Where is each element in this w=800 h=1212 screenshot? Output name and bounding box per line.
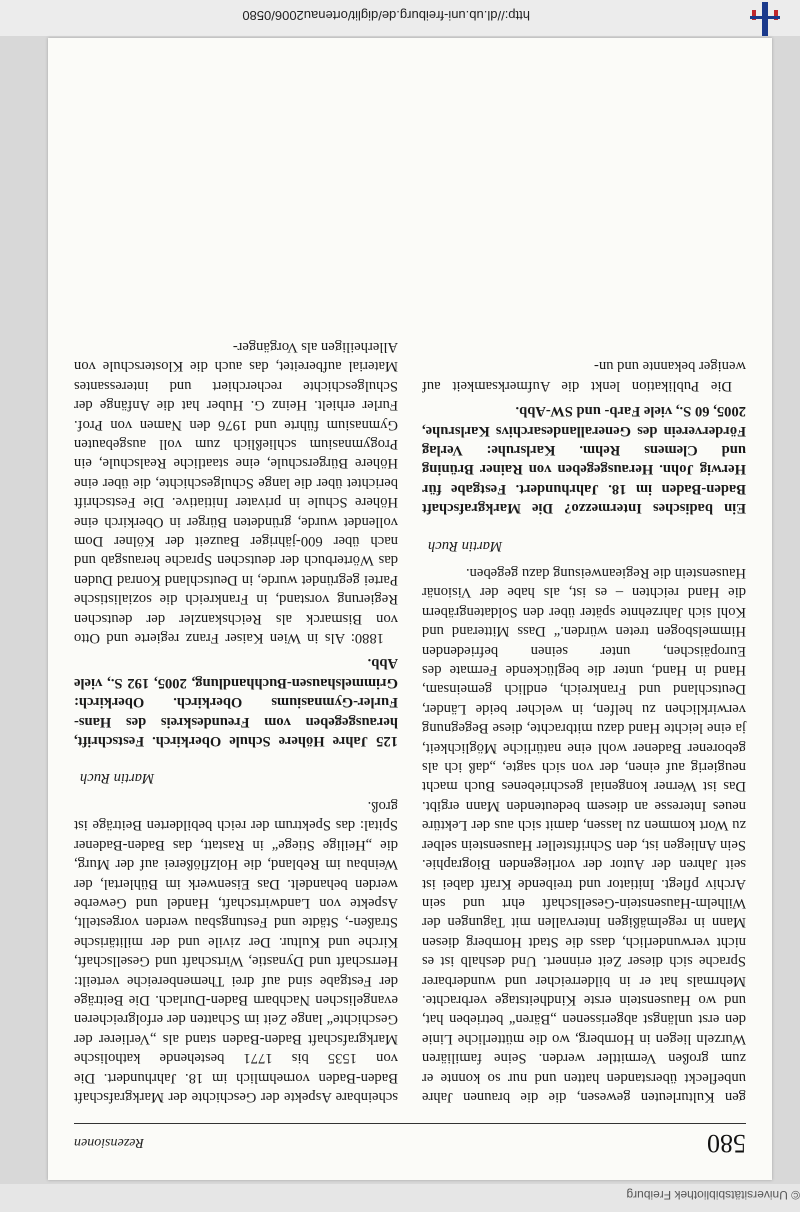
- review-title: Ein badisches Intermezzo? Die Markgrafschaft Baden-Baden im 18. Jahrhundert. Festgabe für Herwig John. Herausgegeben von Rainer Brüning und Clemens Rehm. Karlsruhe: Verlag Förderverein des Generallandesarchivs Karlsruhe, 2005, 60 S., viele Farb- und SW-Abb.: [422, 403, 746, 517]
- paragraph: scheinbare Aspekte der Geschichte der Markgrafschaft Baden-Baden vornehmlich im 18. Jahrhundert. Die von 1535 bis 1771 bestehende katholische Markgrafschaft Baden-Baden stand als „Verlierer der Geschichte“ lange Zeit im Schatten der erfolgreicheren evangelischen Nachbarn Baden-Durlach. Die Beiträge der Festgabe sind auf drei Themenbereiche verteilt: Herrschaft und Dynastie, Wirtschaft und Gesellschaft, Kirche und Kultur. Der zivile und der militärische Straßen-, Städte und Festungsbau werden vorgestellt, Aspekte von Landwirtschaft, Handel und Gewerbe werden behandelt. Das Eisenwerk im Bühlertal, der Weinbau im Rebland, die Holzflößerei auf der Murg, die „Heilige Stiege“ in Rastatt, das Baden-Badener Spital: das Spektrum der reich bebilderten Beiträge ist groß.: [74, 797, 398, 1105]
- review-title: 125 Jahre Höhere Schule Oberkirch. Festschrift, herausgegeben vom Freundeskreis des Hans-Furler-Gymnasiums Oberkirch. Oberkirch: Grimmelshausen-Buchhandlung, 2005, 192 S., viele Abb.: [74, 655, 398, 750]
- library-logo-icon: [748, 2, 782, 36]
- source-url[interactable]: http://dl.ub.uni-freiburg.de/diglit/ortenau2006/0580: [242, 8, 530, 23]
- rotated-page-content: [48, 38, 772, 1180]
- viewer-top-bar: [0, 0, 800, 36]
- paragraph: Die Publikation lenkt die Aufmerksamkeit auf weniger bekannte und un-: [422, 358, 746, 394]
- viewer-bottom-bar: [0, 1184, 800, 1212]
- review-author: Martin Ruch: [80, 770, 155, 787]
- right-column: [74, 333, 398, 1106]
- review-author: Martin Ruch: [428, 537, 503, 554]
- scanned-page: [48, 38, 772, 1180]
- left-column: [422, 352, 746, 1106]
- paragraph: gen Kulturleuten gewesen, die die braunen Jahre unbefleckt überstanden hatten und nur so konnte er zum großen Vermittler werden. Seine familiären Wurzeln liegen in Hornberg, wo die mütterliche Linie den erst unlängst abgerissenen „Bären“ betrieben hat, und wo Hausenstein erste Kindheitstage verbrachte. Mehrmals hat er in bilderreicher und wunderbarer Sprache sich dieser Zeit erinnert. Und deshalb ist es nicht verwunderlich, dass die Stadt Hornberg diesen Mann in regelmäßigen Intervallen mit Tagungen der Wilhelm-Hausenstein-Gesellschaft ehrt und sein Archiv pflegt. Initiator und treibende Kraft dabei ist seit Jahren der Autor der vorliegenden Biographie. Sein Anliegen ist, den Schriftsteller Hausenstein selber zu Wort kommen zu lassen, damit sich aus der Lektüre neues Interesse an diesem bedeutenden Mann ergibt. Das ist Werner kongenial geschriebenes Buch macht neugierig auf einen, der von sich sagte, „daß ich als geborener Badener wohl eine natürliche Möglichkeit, ja eine leichte Hand dazu mitbrachte, diese Begegnung verwirklichen zu helfen, in welcher beide Länder, Deutschland und Frankreich, endlich gemeinsam, Hand in Hand, unter die beglückende Fermate des Europäischen, unter seinen befriedenden Himmelsbogen treten würden.“ Dass Mitterand und Kohl sich Jahrzehnte später über den Soldatengräbern die Hand reichten – es ist, als habe der Visionär Hausenstein die Regieanweisung dazu gegeben.: [422, 565, 746, 1105]
- page-header: [74, 1123, 746, 1158]
- running-head: Rezensionen: [74, 1135, 144, 1150]
- page-number: 580: [707, 1129, 746, 1158]
- copyright-footer: © Universitätsbibliothek Freiburg: [626, 1188, 800, 1202]
- paragraph: 1880: Als in Wien Kaiser Franz regierte und Otto von Bismarck als Reichskanzler der deutschen Regierung vorstand, in Frankreich die sozialistische Partei gegründet wurde, in Deutschland Konrad Duden das Wörterbuch der deutschen Sprache herausgab und nach über 600-jähriger Bauzeit der Kölner Dom vollendet wurde, gründeten Bürger in Oberkirch eine Höhere Schule in privater Initiative. Die Festschrift berichtet über die lange Schulgeschichte, die über eine Höhere Bürgerschule, eine staatliche Realschule, ein Progymnasium schließlich zum voll ausgebauten Gymnasium führte und 1976 den Namen von Prof. Furler erhielt. Heinz G. Huber hat die Anfänge der Schulgeschichte recherchiert und interessantes Material aufbereitet, das auch die Klosterschule von Allerheiligen als Vorgänger-: [74, 338, 398, 647]
